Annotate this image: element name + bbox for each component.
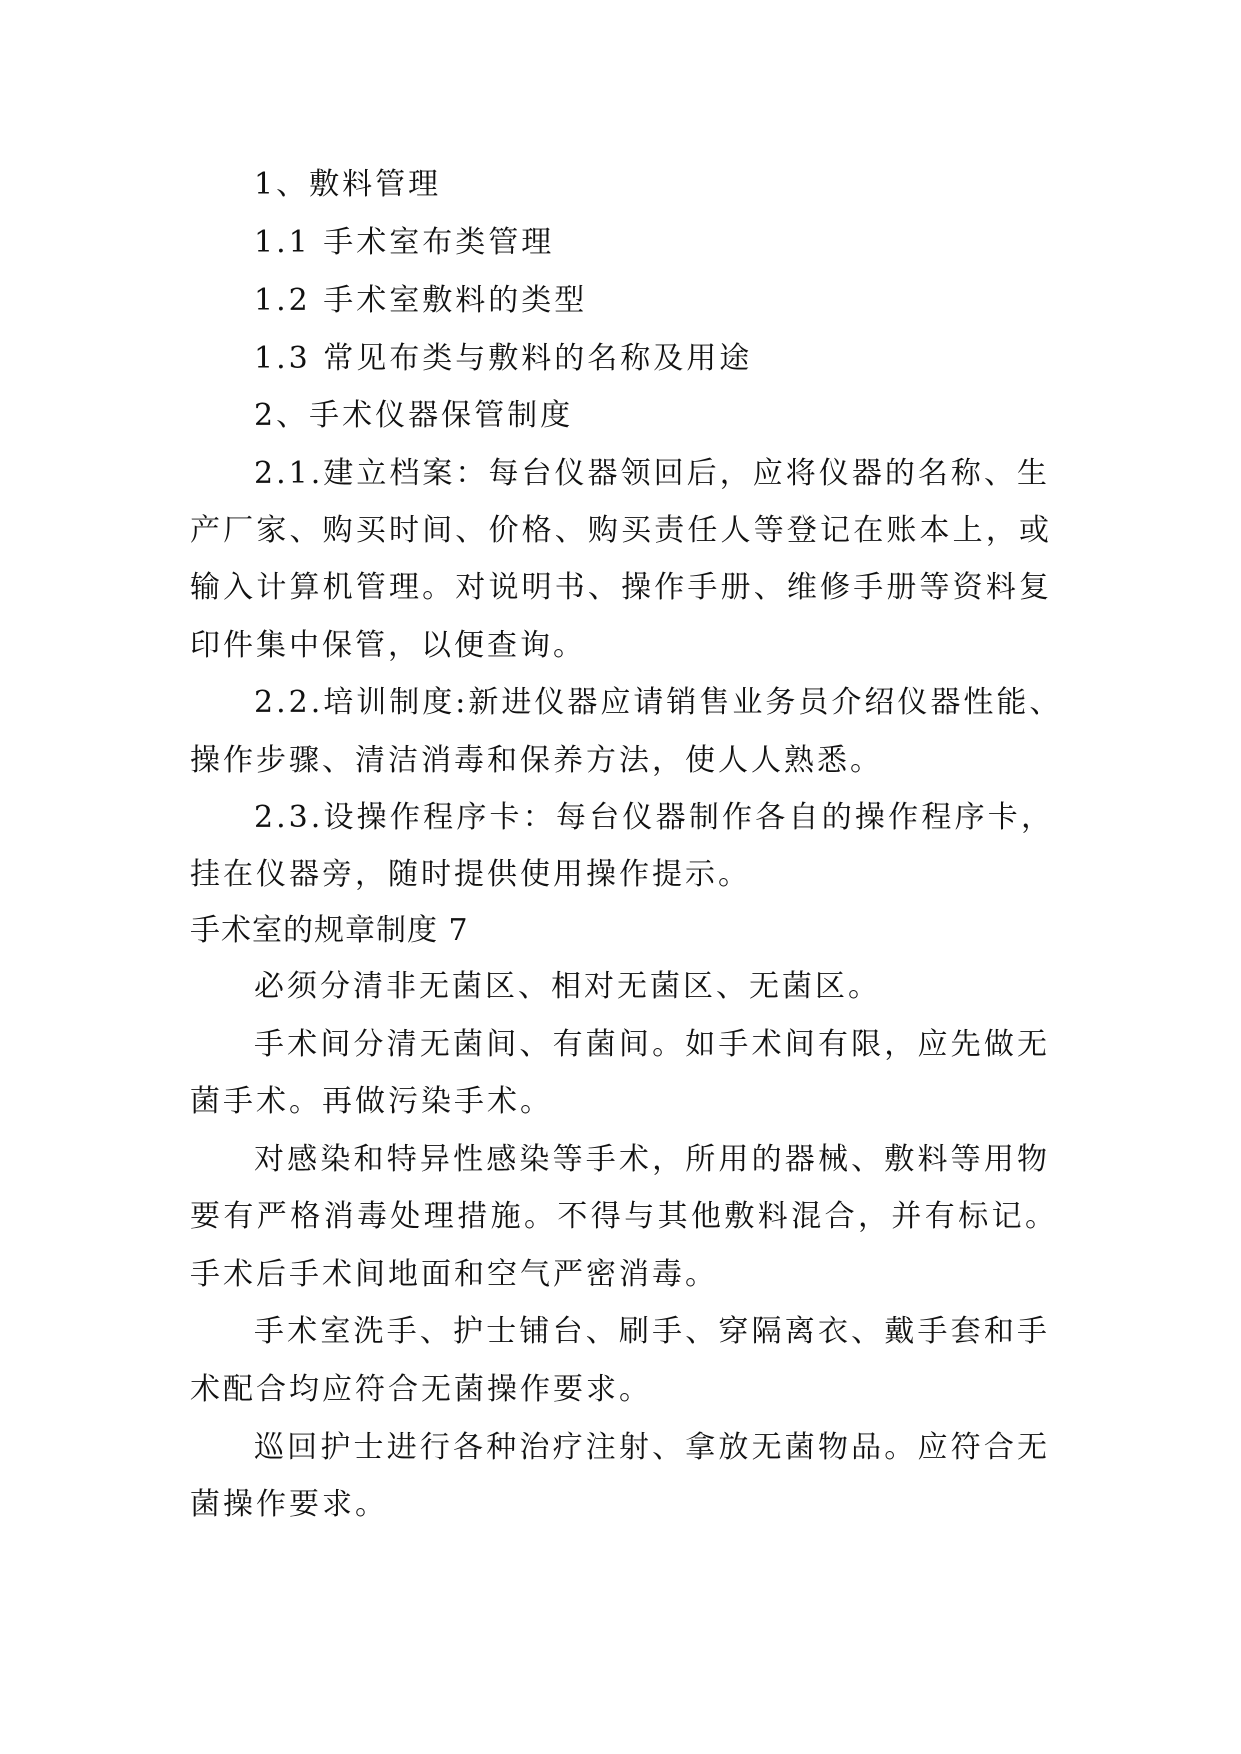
- paragraph-line: 术配合均应符合无菌操作要求。: [190, 1372, 652, 1407]
- paragraph-line: 对感染和特异性感染等手术，所用的器械、敷料等用物: [254, 1142, 1050, 1177]
- paragraph-line: 2.3.设操作程序卡：每台仪器制作各自的操作程序卡，: [254, 800, 1054, 835]
- paragraph-line: 2.1.建立档案：每台仪器领回后，应将仪器的名称、生: [254, 456, 1050, 491]
- paragraph-line: 菌操作要求。: [190, 1487, 388, 1522]
- section-title: 手术室的规章制度 7: [190, 913, 469, 948]
- paragraph-line: 菌手术。再做污染手术。: [190, 1084, 553, 1119]
- subheading-dressing-names-uses: 1.3 常见布类与敷料的名称及用途: [254, 341, 753, 376]
- paragraph-line: 挂在仪器旁，随时提供使用操作提示。: [190, 857, 751, 892]
- paragraph-line: 必须分清非无菌区、相对无菌区、无菌区。: [254, 969, 881, 1004]
- paragraph-line: 手术后手术间地面和空气严密消毒。: [190, 1257, 718, 1292]
- subheading-dressing-types: 1.2 手术室敷料的类型: [254, 283, 588, 318]
- paragraph-line: 2.2.培训制度:新进仪器应请销售业务员介绍仪器性能、: [254, 685, 1063, 720]
- paragraph-line: 产厂家、购买时间、价格、购买责任人等登记在账本上，或: [190, 513, 1052, 548]
- paragraph-line: 手术室洗手、护士铺台、刷手、穿隔离衣、戴手套和手: [254, 1314, 1050, 1349]
- heading-dressing-management: 1、敷料管理: [254, 167, 442, 202]
- paragraph-line: 输入计算机管理。对说明书、操作手册、维修手册等资料复: [190, 570, 1052, 605]
- paragraph-line: 巡回护士进行各种治疗注射、拿放无菌物品。应符合无: [254, 1430, 1050, 1465]
- paragraph-line: 手术间分清无菌间、有菌间。如手术间有限，应先做无: [254, 1027, 1050, 1062]
- paragraph-line: 印件集中保管，以便查询。: [190, 628, 586, 663]
- paragraph-line: 要有严格消毒处理措施。不得与其他敷料混合，并有标记。: [190, 1199, 1058, 1234]
- paragraph-line: 操作步骤、清洁消毒和保养方法，使人人熟悉。: [190, 743, 883, 778]
- subheading-cloth-management: 1.1 手术室布类管理: [254, 225, 555, 260]
- heading-instrument-custody: 2、手术仪器保管制度: [254, 398, 574, 433]
